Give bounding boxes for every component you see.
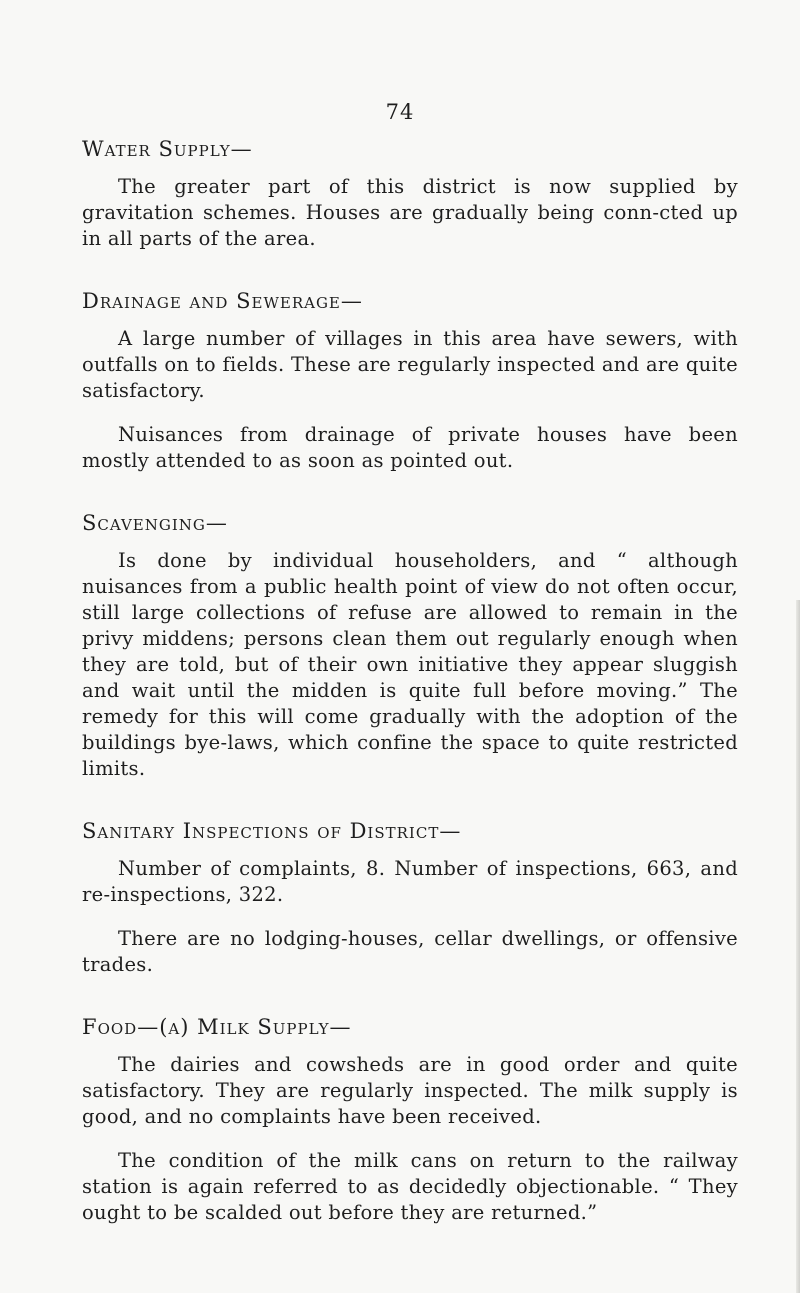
section-milk-supply <box>82 1014 738 1226</box>
paragraph: Nuisances from drainage of private houses have been mostly attended to as soon as pointed out. <box>82 423 738 472</box>
section-scavenging <box>82 510 738 782</box>
paragraph: There are no lodging-houses, cellar dwellings, or offensive trades. <box>82 927 738 976</box>
paragraph: The condition of the milk cans on return to the railway station is again referred to as decidedly objectionable. “ They ought to be scalded out before they are returned.” <box>82 1149 738 1224</box>
section-drainage-sewerage <box>82 288 738 474</box>
section-sanitary-inspections <box>82 818 738 978</box>
section-water-supply <box>82 136 738 252</box>
paragraph: The dairies and cowsheds are in good order and quite satisfactory. They are regularly inspected. The milk supply is good, and no complaints have been received. <box>82 1053 738 1128</box>
section-heading: Sanitary Inspections of District— <box>82 819 462 843</box>
paragraph: Number of complaints, 8. Number of inspections, 663, and re-inspections, 322. <box>82 857 738 906</box>
paragraph: Is done by individual householders, and “ although nuisances from a public health point of view do not often occur, still large collections of refuse are allowed to remain in the privy middens; persons clean them out regularly enough when they are told, but of their own initiative they appear sluggish and wait until the midden is quite full before moving.” The remedy for this will come gradually with the adoption of the buildings bye-laws, which confine the space to quite restricted limits. <box>82 549 738 780</box>
page-number: 74 <box>385 100 415 124</box>
section-heading: Food—(a) Milk Supply— <box>82 1015 352 1039</box>
section-heading: Drainage and Sewerage— <box>82 289 363 313</box>
section-heading: Scavenging— <box>82 511 228 535</box>
paragraph: A large number of villages in this area have sewers, with outfalls on to fields. These are regularly inspected and are quite satisfactory. <box>82 327 738 402</box>
page-edge-shadow <box>796 600 800 1293</box>
paragraph: The greater part of this district is now supplied by gravitation schemes. Houses are gradually being conn-cted up in all parts of the area. <box>82 175 738 250</box>
section-heading: Water Supply— <box>82 137 253 161</box>
page-body <box>82 136 738 1262</box>
